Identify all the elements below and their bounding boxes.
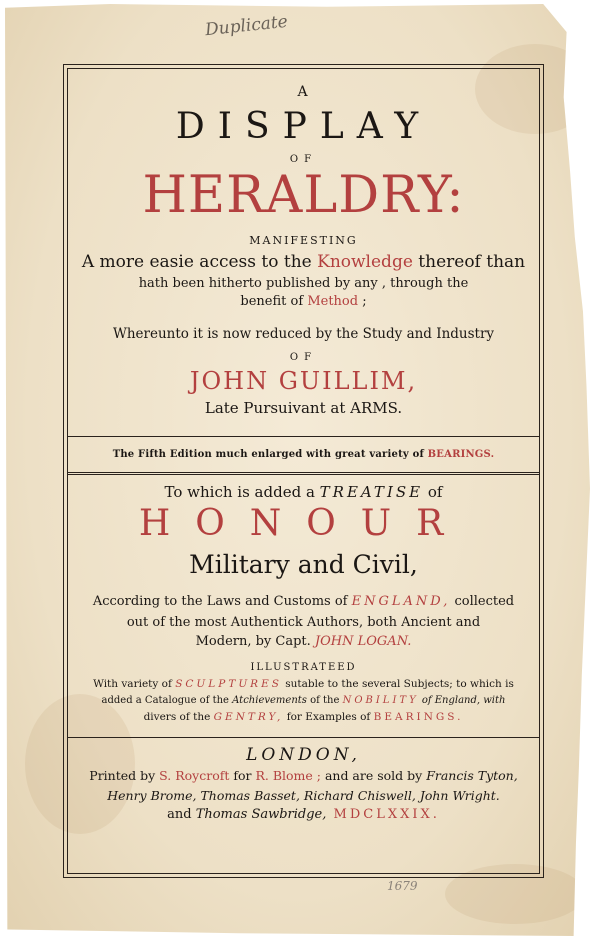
text: According to the Laws and Customs of [92, 594, 352, 609]
treatise-intro [63, 483, 544, 501]
military-civil: Military and Civil, [189, 550, 418, 579]
manifesting: MANIFESTING [249, 234, 358, 247]
text-red: BEARINGS. [373, 711, 464, 723]
text-red: Knowledge [317, 252, 413, 272]
text: of the [306, 695, 343, 706]
double-separator-rule [67, 472, 540, 475]
text: and [167, 807, 196, 822]
text: for Examples of [283, 711, 374, 723]
subtitle-line-3 [63, 294, 544, 309]
illustrated-line-1 [63, 678, 544, 690]
text-red: JOHN LOGAN. [314, 634, 412, 649]
author-of: OF [289, 352, 318, 363]
text: Modern, by Capt. [195, 634, 315, 649]
text: for [229, 768, 256, 783]
text-italic: TREATISE [319, 483, 424, 501]
imprint-city: LONDON, [246, 745, 361, 765]
subtitle-line-2: hath been hitherto published by any , through the [138, 276, 469, 291]
text: sutable to the several Subjects; to which is [281, 678, 514, 690]
text-italic: Francis Tyton, [426, 768, 518, 783]
text: collected [450, 594, 515, 609]
treatise-line-2: out of the most Authentick Authors, both Ancient and [126, 615, 481, 630]
title-heraldry: HERALDRY: [142, 166, 465, 225]
text: ; [358, 294, 367, 309]
treatise-line-1 [63, 594, 544, 609]
illustrated-line-3 [63, 711, 544, 723]
handwritten-note-duplicate: Duplicate [204, 11, 289, 41]
text-red: MDCLXXIX. [326, 807, 440, 822]
text-red: R. Blome ; [255, 768, 321, 783]
separator-rule [67, 436, 540, 437]
text-red: ENGLAND, [351, 594, 451, 609]
title-display: DISPLAY [175, 106, 432, 147]
text: of [423, 483, 443, 501]
title-of: OF [289, 154, 318, 165]
title-article: A [297, 84, 310, 100]
illustrated-line-2 [63, 695, 544, 706]
separator-rule [67, 737, 540, 738]
treatise-line-3 [63, 634, 544, 649]
text-red: NOBILITY [342, 695, 419, 706]
text: benefit of [240, 294, 308, 309]
text-red: SCULPTURES [175, 678, 282, 690]
author-name: JOHN GUILLIM, [189, 367, 418, 395]
text-red: GENTRY, [213, 711, 284, 723]
text: of England, with [418, 695, 506, 706]
text: and are sold by [320, 768, 427, 783]
edition-statement [63, 449, 544, 460]
handwritten-date-note: 1679 [387, 879, 418, 893]
text-italic: Atchievements [232, 695, 307, 706]
honour-heading: HONOUR [138, 503, 469, 544]
text-red: S. Roycroft [159, 768, 230, 783]
text: A more easie access to the [81, 252, 318, 272]
text-red: Method [307, 294, 359, 309]
text: To which is added a [164, 483, 320, 501]
imprint-line-1 [63, 768, 544, 783]
text: The Fifth Edition much enlarged with great variety of [112, 449, 428, 460]
text: thereof than [412, 252, 526, 272]
imprint-line-3 [63, 807, 544, 822]
text: divers of the [143, 711, 214, 723]
illustrated-heading: ILLUSTRATEED [250, 662, 357, 673]
subtitle-line-1 [63, 252, 544, 272]
subtitle-line-4: Whereunto it is now reduced by the Study and Industry [112, 326, 495, 342]
text-red: BEARINGS. [427, 449, 495, 460]
imprint-line-2: Henry Brome, Thomas Basset, Richard Chiswell, John Wright. [107, 788, 500, 803]
author-title: Late Pursuivant at ARMS. [204, 399, 403, 417]
text: added a Catalogue of the [101, 695, 233, 706]
text-italic: Thomas Sawbridge, [195, 807, 327, 822]
text: Printed by [89, 768, 160, 783]
text: With variety of [93, 678, 176, 690]
